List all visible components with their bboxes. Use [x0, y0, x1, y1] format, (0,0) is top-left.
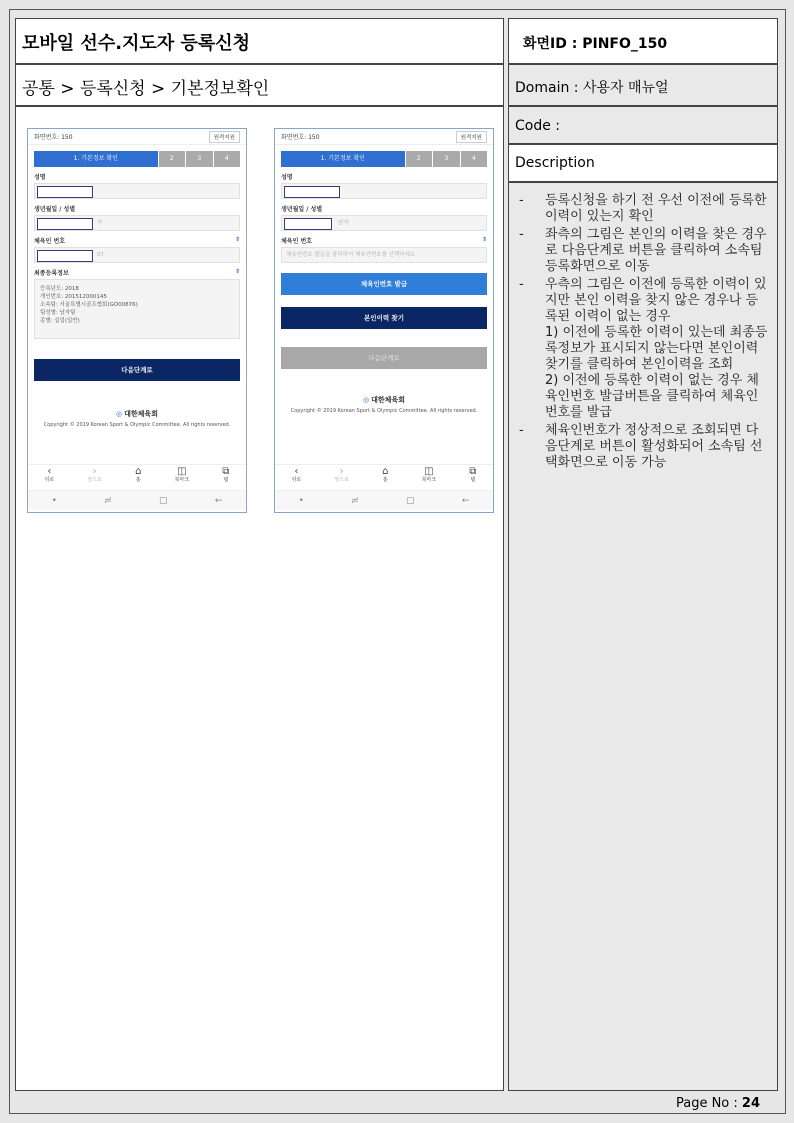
toggle-icon[interactable]: ⇕ [234, 268, 240, 275]
birth-label: 생년월일 / 성별 [281, 206, 323, 213]
kso-logo: ◎ 대한체육회 [116, 410, 158, 418]
phone-screenshot-left [27, 128, 247, 513]
next-step-button-disabled[interactable]: 다음단계로 [281, 347, 487, 369]
page-number: Page No : 24 [675, 1096, 760, 1111]
kso-logo: ◎ 대한체육회 [363, 396, 405, 404]
description-panel [508, 182, 778, 1091]
bookmark-button[interactable]: ◫ 북마크 [174, 466, 190, 483]
home-square-icon[interactable]: ▢ [406, 495, 415, 506]
domain-cell [508, 64, 778, 106]
system-nav [28, 490, 246, 510]
name-field[interactable] [34, 183, 240, 199]
redaction-box [37, 250, 93, 262]
system-nav [275, 490, 493, 510]
redaction-box [37, 218, 93, 230]
remote-support-button[interactable]: 원격지원 [456, 131, 487, 143]
redaction-box [284, 186, 340, 198]
redaction-box [37, 186, 93, 198]
step-4: 4 [213, 151, 240, 167]
dot-icon[interactable]: • [51, 495, 57, 506]
chevron-right-icon: › [339, 466, 344, 477]
step-4: 4 [460, 151, 487, 167]
step-indicator [281, 151, 487, 167]
phone-footer [275, 395, 493, 414]
screen-number: 화면번호: 150 [34, 134, 73, 141]
bookmark-button[interactable]: ◫ 북마크 [421, 466, 437, 483]
back-button[interactable]: ‹ 뒤로 [44, 466, 55, 483]
step-2: 2 [405, 151, 432, 167]
phone-topbar [28, 129, 246, 145]
last-registration-label: 최종등록정보 ⇕ [34, 268, 240, 277]
sports-no-field[interactable]: 체육인번호 발급을 클릭하여 체육인번호를 선택하세요 [281, 247, 487, 263]
redaction-box [284, 218, 332, 230]
sports-no-label: 체육인 번호 ⇕ [34, 236, 240, 245]
step-indicator [34, 151, 240, 167]
step-2: 2 [158, 151, 185, 167]
issue-sports-number-button[interactable]: 체육인번호 발급 [281, 273, 487, 295]
remote-support-button[interactable]: 원격지원 [209, 131, 240, 143]
olympic-rings-icon: ◎ [363, 396, 370, 404]
find-my-history-button[interactable]: 본인이력 찾기 [281, 307, 487, 329]
description-item: - 우측의 그림은 이전에 등록한 이력이 있지만 본인 이력을 찾지 않은 경우나 등록된 이력이 없는 경우 1) 이전에 등록한 이력이 있는데 최종등록정보가 표시되지 않는다면 본인이력찾기를 클릭하여 본인이력을 조회 2) 이전에 등록한 이력이 없는 경우 체육인번호 발급버튼을 클릭하여 체육인번호를 발급 [517, 277, 769, 421]
bookmark-icon: ◫ [177, 466, 187, 477]
home-button[interactable]: ⌂ 홈 [135, 466, 142, 483]
birth-gender-field[interactable]: 자 [34, 215, 240, 231]
recent-apps-icon[interactable]: ≓ [104, 495, 112, 506]
sports-no-field[interactable]: 07 [34, 247, 240, 263]
code-text: Code : [515, 118, 561, 134]
browser-nav [28, 464, 246, 488]
description-item: - 등록신청을 하기 전 우선 이전에 등록한 이력이 있는지 확인 [517, 193, 769, 225]
home-square-icon[interactable]: ▢ [159, 495, 168, 506]
home-icon: ⌂ [135, 466, 142, 477]
chevron-left-icon: ‹ [294, 466, 299, 477]
description-list [509, 183, 777, 471]
forward-button[interactable]: › 앞으로 [87, 466, 102, 483]
recent-apps-icon[interactable]: ≓ [351, 495, 359, 506]
home-icon: ⌂ [382, 466, 389, 477]
step-3: 3 [185, 151, 212, 167]
name-label: 성명 [281, 174, 293, 181]
chevron-right-icon: › [92, 466, 97, 477]
bookmark-icon: ◫ [424, 466, 434, 477]
tab-button[interactable]: ⧉ 탭 [469, 466, 477, 483]
description-item: - 체육인번호가 정상적으로 조회되면 다음단계로 버튼이 활성화되어 소속팀 선택화면으로 이동 가능 [517, 423, 769, 471]
description-sub-item: 1) 이전에 등록한 이력이 있는데 최종등록정보가 표시되지 않는다면 본인이력찾기를 클릭하여 본인이력을 조회 [545, 325, 768, 372]
olympic-rings-icon: ◎ [116, 410, 123, 418]
screen-id-cell [508, 18, 778, 64]
phone-screenshot-right [274, 128, 494, 513]
phone-topbar [275, 129, 493, 145]
document-title: 모바일 선수.지도자 등록신청 [22, 33, 251, 54]
document-title-cell [15, 18, 504, 64]
toggle-icon[interactable]: ⇕ [234, 236, 240, 243]
back-arrow-icon[interactable]: ← [214, 495, 223, 506]
birth-label: 생년월일 / 성별 [34, 206, 76, 213]
phone-footer [28, 409, 246, 428]
chevron-left-icon: ‹ [47, 466, 52, 477]
next-step-button[interactable]: 다음단계로 [34, 359, 240, 381]
tab-button[interactable]: ⧉ 탭 [222, 466, 230, 483]
screen-id: 화면ID : PINFO_150 [523, 36, 668, 52]
code-cell [508, 106, 778, 144]
sports-no-label: 체육인 번호 ⇕ [281, 236, 487, 245]
breadcrumb: 공통 > 등록신청 > 기본정보확인 [22, 79, 270, 99]
copyright: Copyright © 2019 Korean Sport & Olympic Committee. All rights reserved. [290, 408, 478, 414]
back-arrow-icon[interactable]: ← [461, 495, 470, 506]
copyright: Copyright © 2019 Korean Sport & Olympic Committee. All rights reserved. [43, 422, 231, 428]
tabs-icon: ⧉ [469, 466, 477, 477]
step-3: 3 [432, 151, 459, 167]
description-label: Description [515, 155, 595, 171]
domain-text: Domain : 사용자 매뉴얼 [515, 80, 669, 96]
back-button[interactable]: ‹ 뒤로 [291, 466, 302, 483]
toggle-icon[interactable]: ⇕ [481, 236, 487, 243]
tabs-icon: ⧉ [222, 466, 230, 477]
description-sub-item: 2) 이전에 등록한 이력이 없는 경우 체육인번호 발급버튼을 클릭하여 체육인번호를 발급 [545, 373, 759, 420]
forward-button[interactable]: › 앞으로 [334, 466, 349, 483]
dot-icon[interactable]: • [298, 495, 304, 506]
birth-gender-field[interactable]: 남자 [281, 215, 487, 231]
last-registration-info: 등록년도: 2018 개인번호: 201512000145 소속팀: 서울특별시골프협회(GO00876) 팀성별: 남자팀 종별: 실업(일반) [34, 279, 240, 339]
name-field[interactable] [281, 183, 487, 199]
step-1: 1. 기본정보 확인 [34, 151, 158, 167]
step-1: 1. 기본정보 확인 [281, 151, 405, 167]
name-label: 성명 [34, 174, 46, 181]
screen-number: 화면번호: 150 [281, 134, 320, 141]
home-button[interactable]: ⌂ 홈 [382, 466, 389, 483]
browser-nav [275, 464, 493, 488]
description-item: - 좌측의 그림은 본인의 이력을 찾은 경우로 다음단계로 버튼을 클릭하여 소속팀 등록화면으로 이동 [517, 227, 769, 275]
breadcrumb-cell [15, 64, 504, 106]
description-label-cell [508, 144, 778, 182]
